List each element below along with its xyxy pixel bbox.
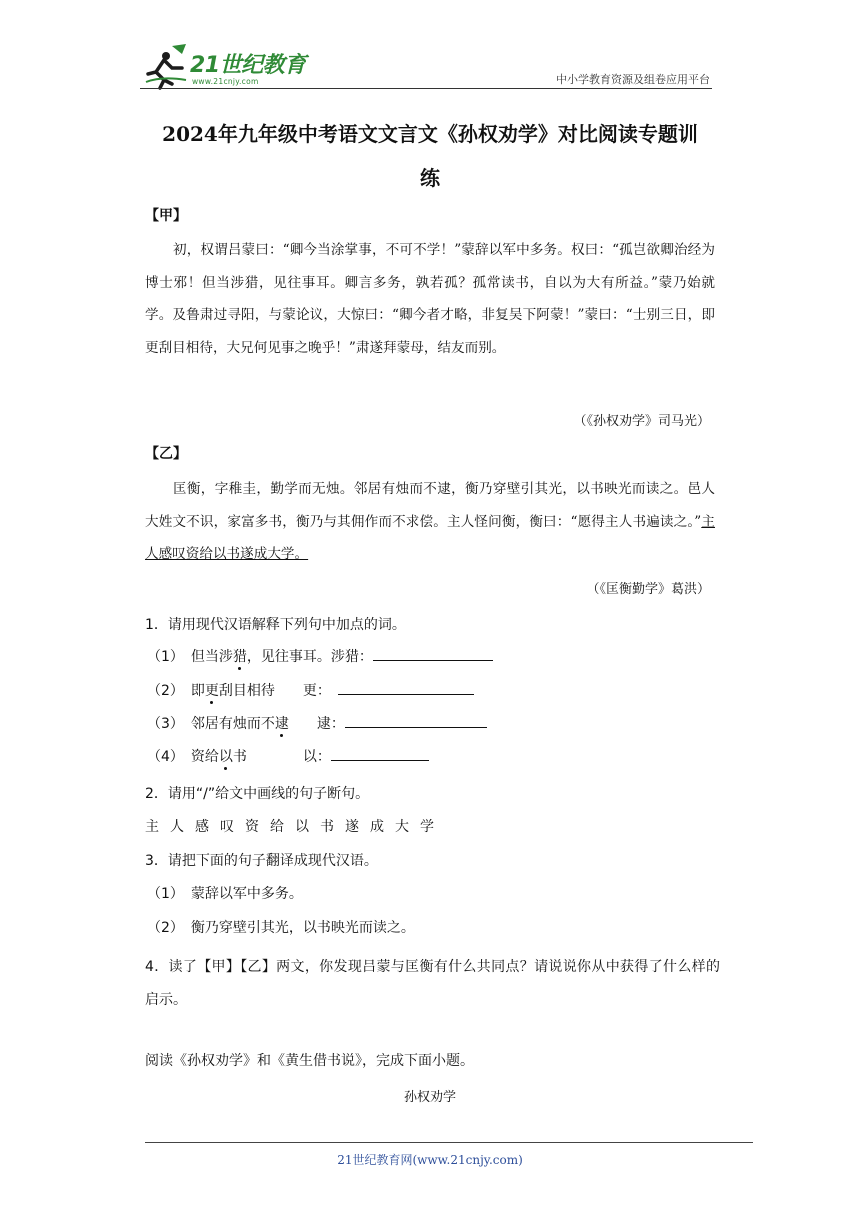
header-platform-text: 中小学教育资源及组卷应用平台: [556, 73, 710, 86]
answer-blank[interactable]: [345, 713, 487, 728]
footer-divider: [145, 1142, 753, 1143]
answer-blank[interactable]: [338, 680, 474, 695]
next-section-intro: 阅读《孙权劝学》和《黄生借书说》，完成下面小题。: [145, 1053, 474, 1069]
section-yi-source: （《匡衡勤学》葛洪）: [586, 582, 710, 597]
question-2: 2．请用“/”给文中画线的句子断句。: [145, 786, 370, 802]
dotted-char: 逮: [274, 716, 289, 732]
q1-item-3: [147, 713, 487, 733]
question-4: 4．读了【甲】【乙】两文，你发现吕蒙与匡衡有什么共同点？请说说你从中获得了什么样的启示。: [145, 959, 720, 1008]
question-1: 1．请用现代汉语解释下列句中加点的词。: [145, 617, 406, 633]
header-divider: [140, 88, 712, 89]
q1-item-text: 即: [190, 683, 205, 699]
q1-item-number: （4）: [147, 749, 177, 765]
q1-item-1: [147, 646, 493, 666]
q3-item-1: （1） 蒙辞以军中多务。: [147, 886, 303, 902]
section-jia-text: 初，权谓吕蒙曰：“卿今当涂掌事，不可不学！”蒙辞以军中多务。权曰：“孤岂欲卿治经为博士邪！但当涉猎，见往事耳。卿言多务，孰若孤？孤常读书，自以为大有所益。”蒙乃始就学。及鲁肃过寻阳，与蒙论议，大惊曰：“卿今者才略，非复吴下阿蒙！”蒙曰：“士别三日，即更刮目相待，大兄何见事之晚乎！”肃遂拜蒙母，结友而别。: [145, 242, 715, 356]
q2-sentence: 主人感叹资给以书遂成大学: [145, 819, 445, 835]
section-yi-text-main: 匡衡，字稚圭，勤学而无烛。邻居有烛而不逮，衡乃穿壁引其光，以书映光而读之。邑人大姓文不识，家富多书，衡乃与其佣作而不求偿。主人怪问衡，衡曰：“愿得主人书遍读之。”: [145, 481, 715, 530]
q3-item-2: （2） 衡乃穿壁引其光，以书映光而读之。: [147, 920, 415, 936]
q1-item-text: 逮：: [288, 716, 345, 732]
footer-link[interactable]: 21世纪教育网(www.21cnjy.com): [337, 1153, 523, 1167]
question-3: 3．请把下面的句子翻译成现代汉语。: [145, 853, 378, 869]
dotted-char: 以: [218, 749, 233, 765]
page-title: [0, 112, 860, 200]
q1-item-number: （1）: [147, 649, 177, 665]
logo-url[interactable]: www.21cnjy.com: [192, 77, 259, 86]
section-jia-label: 【甲】: [145, 208, 187, 224]
section-yi-text: [145, 473, 715, 571]
logo-text: 21世纪教育: [190, 53, 306, 78]
section-yi-label: 【乙】: [145, 446, 187, 462]
underlined-sentence: 主人感叹资给以书遂成大学。: [145, 513, 715, 562]
next-section-title: 孙权劝学: [403, 1090, 456, 1105]
q1-item-2: [147, 680, 474, 700]
dotted-char: 更: [204, 683, 219, 699]
q1-item-number: （3）: [147, 716, 177, 732]
section-jia-source: （《孙权劝学》司马光）: [573, 414, 710, 429]
q1-item-text: 书 以：: [232, 749, 331, 765]
q1-item-4: [147, 746, 429, 766]
q1-item-text: 但当涉: [190, 649, 233, 665]
title-line-2: 练: [420, 166, 440, 190]
q1-item-text: ，见往事耳。涉猎：: [246, 649, 373, 665]
q1-item-text: 刮目相待 更：: [218, 683, 324, 699]
answer-blank[interactable]: [331, 746, 429, 761]
dotted-char: 猎: [232, 649, 247, 665]
title-line-1: 2024年九年级中考语文文言文《孙权劝学》对比阅读专题训: [162, 122, 698, 146]
answer-blank[interactable]: [373, 646, 493, 661]
q1-item-text: 资给: [190, 749, 219, 765]
q1-item-text: 邻居有烛而不: [190, 716, 275, 732]
q1-item-number: （2）: [147, 683, 177, 699]
